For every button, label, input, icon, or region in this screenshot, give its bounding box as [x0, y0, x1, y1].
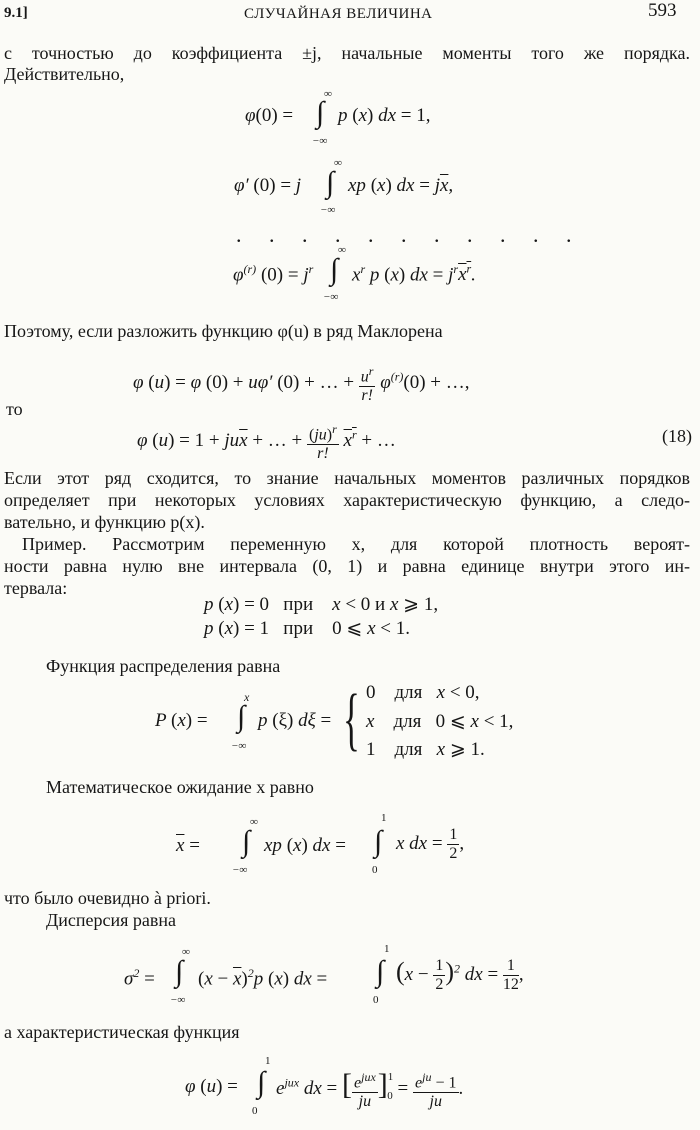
paragraph-3-line-2: определяет при некоторых условиях характеристическую функцию, а следо-: [4, 490, 690, 510]
section-number: 9.1]: [4, 5, 28, 21]
integral-upper-limit: ∞: [338, 244, 346, 256]
brace: {: [343, 681, 360, 758]
integral-sign: ∫: [376, 955, 385, 988]
paragraph-1-line-2: Действительно,: [4, 64, 125, 84]
equation-phi-prime: φ′ (0) = j: [234, 175, 302, 196]
distribution-case-1: 0 для x < 0,: [366, 682, 480, 703]
integral-upper-limit: ∞: [324, 88, 332, 100]
example-line-2: ности равна нулю вне интервала (0, 1) и равна единице внутри этого ин-: [4, 556, 690, 576]
integral-lower-limit: 0: [373, 994, 379, 1006]
integral-sign: ∫: [242, 825, 251, 858]
paragraph-1-line-1: с точностью до коэффициента ±j, начальные моменты того же порядка.: [4, 43, 690, 63]
equation-phi-0: φ(0) =: [245, 105, 294, 126]
integral-lower-limit: −∞: [312, 135, 328, 147]
integral-lower-limit: −∞: [320, 204, 336, 216]
equation-phi-0-body: p (x) dx = 1,: [338, 105, 431, 126]
equation-phi-r-body: $x^r$ p (x) dx = $j^rx^r$.: [352, 262, 476, 286]
integral-sign: ∫: [326, 166, 335, 199]
equation-char-function: φ (u) =: [185, 1076, 238, 1097]
example-line-1: Пример. Рассмотрим переменную x, для которой плотность вероят-: [22, 534, 690, 554]
equation-distribution: P (x) =: [155, 710, 208, 731]
paragraph-2: Поэтому, если разложить функцию φ(u) в ряд Маклорена: [4, 321, 443, 341]
equation-char-function-body: $e^{jux}$ dx = [ $\frac{e^{jux}}{ju}$ ]$^1_0$ = $\frac{e^{ju} - 1}{ju}$ .: [276, 1068, 464, 1111]
equation-maclaurin: φ (u) = φ (0) + uφ′ (0) + … + $\frac{u^r}{r!}$ $\varphi^{(r)}(0)$ + …,: [133, 364, 470, 405]
page-number: 593: [648, 0, 677, 21]
integral-upper-limit: 1: [381, 812, 387, 824]
integral-lower-limit: −∞: [323, 291, 339, 303]
integral-sign: ∫: [316, 96, 325, 129]
variance-intro: Дисперсия равна: [46, 910, 177, 930]
integral-lower-limit: −∞: [231, 740, 247, 752]
equation-phi-prime-body: xp (x) dx = $j\overline{x}$,: [348, 175, 454, 196]
integral-sign: ∫: [237, 700, 246, 733]
density-case-2: p (x) = 1 при 0 ⩽ x < 1.: [204, 618, 410, 639]
equation-distribution-body: p (ξ) dξ =: [258, 710, 332, 731]
equation-mean: $\overline{x}$ =: [176, 835, 200, 856]
equation-variance: $\sigma^2$ =: [124, 966, 155, 990]
integral-upper-limit: ∞: [334, 157, 342, 169]
word-to: то: [6, 399, 23, 419]
equation-variance-body-1: $(x - \overline{x})^2p$ (x) dx =: [198, 966, 328, 990]
integral-upper-limit: ∞: [250, 816, 258, 828]
equation-18: φ $(u) = 1 + ju\overline{x}$ + … + $\frac{(ju)^r}{r!}$ $x^r$ + …: [137, 422, 396, 463]
equation-variance-body-2: (x − $\frac{1}{2}$ )$^2$ dx = $\frac{1}{12}$ ,: [396, 957, 524, 994]
integral-lower-limit: 0: [252, 1105, 258, 1117]
apriori-line: что было очевидно à priori.: [4, 888, 211, 908]
integral-lower-limit: −∞: [232, 864, 248, 876]
distribution-intro: Функция распределения равна: [46, 656, 281, 676]
mean-intro: Математическое ожидание x равно: [46, 777, 314, 797]
integral-lower-limit: −∞: [170, 994, 186, 1006]
equation-mean-body-1: xp (x) dx =: [264, 835, 346, 856]
integral-upper-limit: ∞: [182, 946, 190, 958]
integral-upper-limit: 1: [265, 1055, 271, 1067]
equation-mean-body-2: x dx = $\frac{1}{2}$ ,: [396, 826, 465, 862]
integral-sign: ∫: [257, 1066, 266, 1099]
integral-sign: ∫: [175, 955, 184, 988]
running-title: СЛУЧАЙНАЯ ВЕЛИЧИНА: [244, 6, 433, 22]
equation-phi-r: $\varphi^{(r)}$ $(0) = j^r$: [233, 262, 314, 286]
density-case-1: p (x) = 0 при x < 0 и x ⩾ 1,: [204, 594, 439, 615]
paragraph-3-line-3: вательно, и функцию p(x).: [4, 512, 205, 532]
integral-sign: ∫: [330, 253, 339, 286]
integral-upper-limit: 1: [384, 943, 390, 955]
char-function-intro: а характеристическая функция: [4, 1022, 240, 1042]
paragraph-3-line-1: Если этот ряд сходится, то знание начальных моментов различных порядков: [4, 468, 690, 488]
integral-sign: ∫: [374, 825, 383, 858]
ellipsis-row: . . . . . . . . . . .: [236, 222, 583, 247]
integral-upper-limit: x: [244, 690, 250, 704]
equation-number: (18): [662, 426, 692, 446]
example-line-3: тервала:: [4, 578, 68, 598]
distribution-case-3: 1 для x ⩾ 1.: [366, 739, 485, 760]
integral-lower-limit: 0: [372, 864, 378, 876]
distribution-case-2: x для 0 ⩽ x < 1,: [366, 711, 514, 732]
